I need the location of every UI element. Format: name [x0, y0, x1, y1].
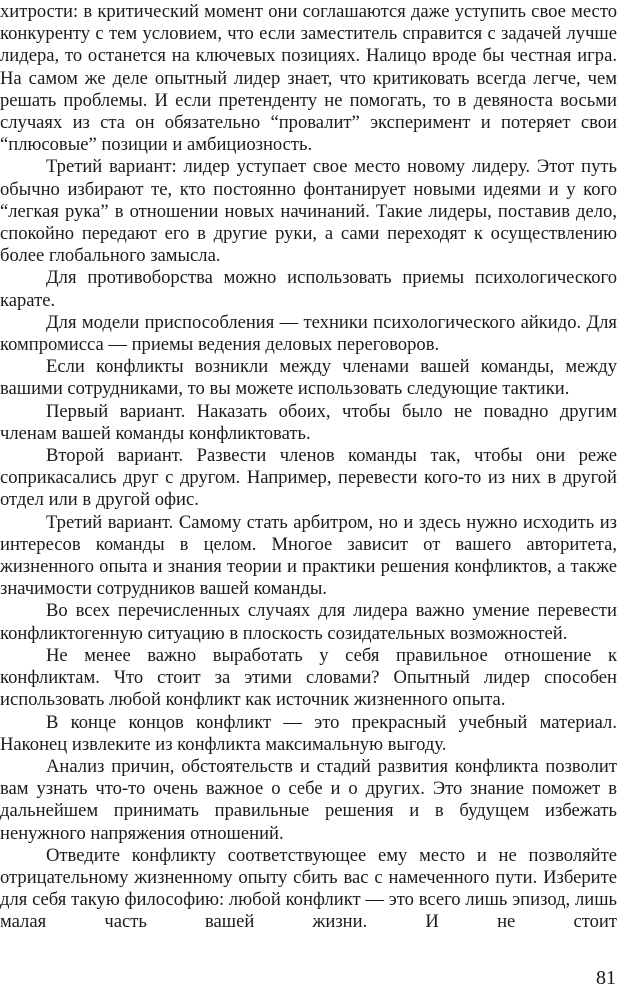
paragraph-6: Первый вариант. Наказать обоих, чтобы было не повадно другим членам вашей команды конфликтовать.	[0, 400, 617, 444]
paragraph-11: В конце концов конфликт — это прекрасный учебный материал. Наконец извлеките из конфликта максимальную выгоду.	[0, 711, 617, 755]
paragraph-12: Анализ причин, обстоятельств и стадий развития конфликта позволит вам узнать что-то очень важное о себе и о других. Это знание поможет в дальнейшем принимать правильные решения и в будущем избежать ненужного напряжения отношений.	[0, 755, 617, 844]
body-text	[0, 1, 617, 934]
paragraph-13: Отведите конфликту соответствующее ему место и не позволяйте отрицательному жизненному опыту сбить вас с намеченного пути. Изберите для себя такую философию: любой конфликт — это всего лишь эпизод, лишь малая часть вашей жизни. И не стоит	[0, 844, 617, 933]
paragraph-10: Не менее важно выработать у себя правильное отношение к конфликтам. Что стоит за этими словами? Опытный лидер способен использовать любой конфликт как источник жизненного опыта.	[0, 644, 617, 711]
paragraph-1: хитрости: в критический момент они соглашаются даже уступить свое место конкуренту с тем условием, что если заместитель справится с задачей лучше лидера, то останется на ключевых позициях. Налицо вроде бы честная игра. На самом же деле опытный лидер знает, что критиковать всегда легче, чем решать проблемы. И если претенденту не помогать, то в девяноста восьми случаях из ста он обязательно “провалит” эксперимент и потеряет свои “плюсовые” позиции и амбициозность.	[0, 1, 617, 156]
page-number: 81	[596, 967, 616, 989]
paragraph-4: Для модели приспособления — техники психологического айкидо. Для компромисса — приемы ведения деловых переговоров.	[0, 311, 617, 356]
paragraph-8: Третий вариант. Самому стать арбитром, но и здесь нужно исходить из интересов команды в целом. Многое зависит от вашего авторитета, жизненного опыта и знания теории и практики решения конфликтов, а также значимости сотрудников вашей команды.	[0, 511, 617, 600]
paragraph-3: Для противоборства можно использовать приемы психологического карате.	[0, 267, 617, 311]
paragraph-5: Если конфликты возникли между членами вашей команды, между вашими сотрудниками, то вы можете использовать следующие тактики.	[0, 356, 617, 400]
paragraph-7: Второй вариант. Развести членов команды так, чтобы они реже соприкасались друг с другом. Например, перевести кого-то из них в другой отдел или в другой офис.	[0, 445, 617, 511]
paragraph-2: Третий вариант: лидер уступает свое место новому лидеру. Этот путь обычно избирают те, кто постоянно фонтанирует новыми идеями и у кого “легкая рука” в отношении новых начинаний. Такие лидеры, поставив дело, спокойно передают его в другие руки, а сами переходят к осуществлению более глобального замысла.	[0, 156, 617, 267]
paragraph-9: Во всех перечисленных случаях для лидера важно умение перевести конфликтогенную ситуацию в плоскость созидательных возможностей.	[0, 600, 617, 644]
